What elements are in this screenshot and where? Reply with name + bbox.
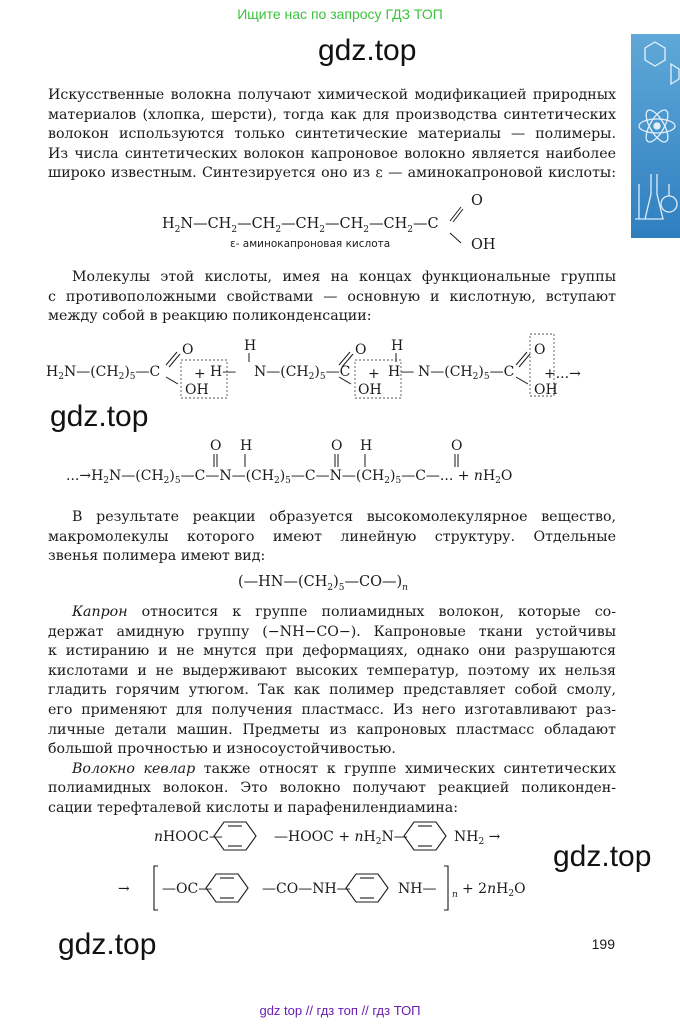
text-line: широко известным. Синтезируется оно из ε — аминокапроновой кислоты: [48,165,616,182]
svg-text:H: H [240,438,253,454]
svg-text:H—: H— [210,364,237,380]
svg-text:O: O [355,342,367,358]
watermark-1: gdz.top [318,34,417,67]
svg-text:nHOOC—: nHOOC— [154,829,223,845]
paragraph-kapron [48,603,616,819]
text-line: Молекулы этой кислоты, имея на концах функциональные группы [72,269,616,285]
text-line: его применяют для получения пластмасс. Из него изготавливают раз- [48,701,616,718]
svg-text:→: → [118,881,130,897]
page-number: 199 [591,936,615,952]
svg-text:+...→: +...→ [544,366,581,382]
text-line: Из числа синтетических волокон капроновое волокно является наиболее [48,145,616,162]
svg-text:n: n [452,890,458,900]
svg-text:+ 2nH2O: + $2nH_2O$ [462,881,526,899]
svg-text:OH: OH [358,382,382,398]
text-line: Капрон относится к группе полиамидных волокон, которые со- [72,604,616,620]
science-decoration-icon [631,34,680,238]
svg-text:OH: OH [534,382,558,398]
svg-text:O: O [182,342,194,358]
watermark-2: gdz.top [50,400,149,433]
paragraph-polycondensation [48,268,616,327]
svg-text:+: + [368,366,380,382]
text-line: большой прочностью и износоустойчивостью. [48,741,396,758]
text-line: держат амидную группу (−NH−CO−). Капроновые ткани устойчивы [48,623,616,640]
svg-text:N—(CH2)5—C: $N—(CH_2)_5—C$ [254,364,351,382]
svg-text:+: + [194,366,206,382]
svg-text:H—: H— [388,364,415,380]
svg-text:O: O [534,342,546,358]
svg-text:—CO—NH—: —CO—NH— [262,881,351,897]
svg-text:NH2 →: $NH_2$ → [454,829,501,847]
text-line: звенья полимера имеют вид: [48,548,266,565]
svg-text:H: H [391,338,404,354]
reaction-scheme-polycondensation [44,330,644,410]
text-line: полиамидных волокон. Это волокно получают реакцией поликонден- [48,780,616,797]
text-line: Волокно кевлар также относят к группе химических синтетических [72,760,616,777]
watermark-4: gdz.top [58,928,157,961]
svg-text:O: O [331,438,343,454]
term-kapron: Капрон [72,604,128,620]
svg-text:O: O [451,438,463,454]
paragraph-result [48,508,616,567]
svg-text:H: H [360,438,373,454]
reaction-scheme-kevlar [118,812,538,922]
text-line: Искусственные волокна получают химической модификацией природных [48,87,616,103]
footer-links[interactable]: gdz top // гдз топ // гдз ТОП [259,1003,421,1018]
formula-caption: ε- аминокапроновая кислота [230,238,391,250]
text-line: личные детали машин. Предметы из капроновых пластмасс обладают [48,721,616,738]
text-line: с противоположными свойствами — основную и кислотную, вступают [48,288,616,305]
text-line: кислотами и не выдерживают высоких температур, поэтому их нельзя [48,662,616,679]
svg-text:...→H2N—(CH2)5—C—N—(CH2)5—C—N—: $...\to H_2N—(CH_2)_5—C—N—(CH_2)_5—C—N—(CH_2)_5—C—$... + $nH_2O$ [66,468,513,486]
svg-text:N—(CH2)5—C: $N—(CH_2)_5—C$ [418,364,515,382]
text-line: между собой в реакцию поликонденсации: [48,308,372,325]
text-line: волокон используются только синтетические материалы — полимеры. [48,126,616,143]
svg-text:H2N—(CH2)5—C: $H_2N—(CH_2)_5—C$ [46,364,161,382]
text-line: к истиранию и не мнутся при деформациях, однако они разрушаются [48,643,616,660]
text-line: сации терефталевой кислоты и парафенилендиамина: [48,799,458,816]
svg-text:NH—: NH— [398,881,437,897]
text-line: В результате реакции образуется высокомолекулярное вещество, [72,509,616,525]
search-banner[interactable]: Ищите нас по запросу ГДЗ ТОП [237,6,443,22]
formula-polymer-unit: $(—HN—(CH_2)_5—CO—)_n$ [238,574,408,593]
svg-text:OH: OH [185,382,209,398]
svg-text:O: O [210,438,222,454]
text-line: макромолекулы которого имеют линейную структуру. Отдельные [48,528,616,545]
text-line: гладить горячим утюгом. Так как полимер представляет собой смолу, [48,682,616,699]
reaction-scheme-polymer-chain [64,436,564,492]
watermark-3: gdz.top [553,840,652,873]
svg-text:H: H [244,338,257,354]
term-kevlar: Волокно кевлар [72,760,196,777]
svg-text:—HOOC + nH2N—: —HOOC + $nH_2N—$ [274,829,408,847]
text-line: материалов (хлопка, шерсти), тогда как для производства синтетических [48,106,616,123]
formula-aminocaproic-acid: $H_2N—CH_2—CH_2—CH_2—CH_2—CH_2—C$ O OH ε- аминокапроновая кислота [162,193,496,253]
paragraph-intro [48,86,616,184]
svg-text:—OC—: —OC— [162,881,213,897]
